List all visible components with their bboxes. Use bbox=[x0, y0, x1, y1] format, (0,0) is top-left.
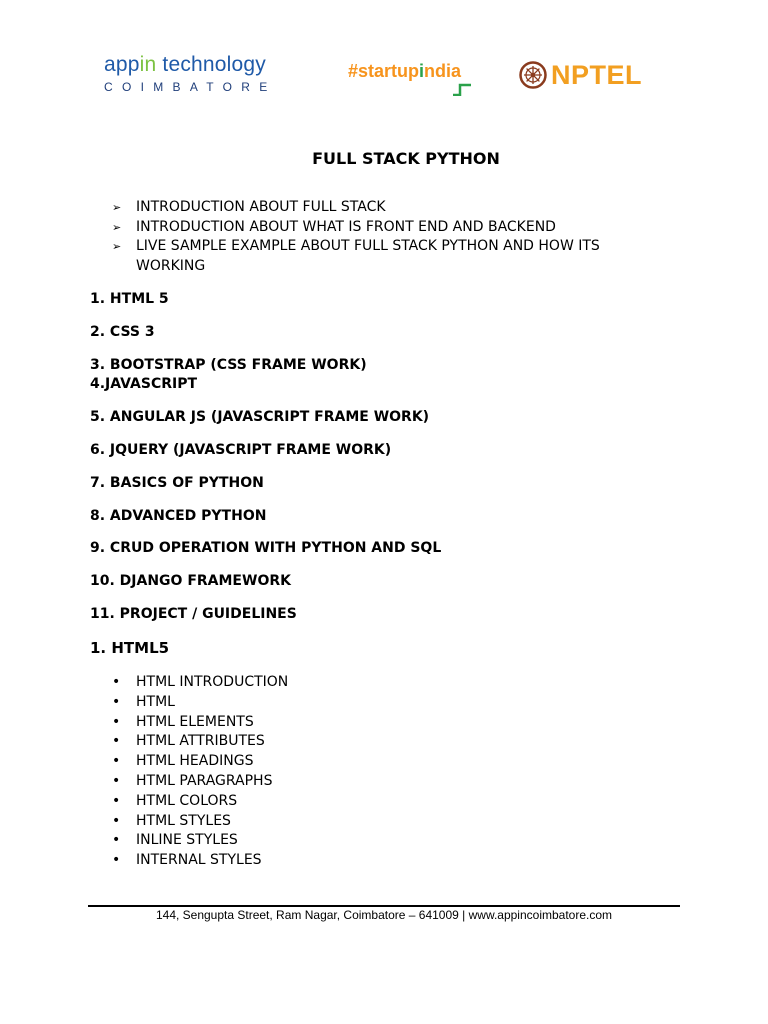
bullet-icon: • bbox=[112, 812, 121, 829]
list-item bbox=[110, 772, 510, 792]
list-item-text: HTML bbox=[136, 693, 175, 710]
topic-item: 1. HTML 5 bbox=[90, 291, 169, 307]
list-item-text: HTML HEADINGS bbox=[136, 753, 254, 770]
list-item-text: HTML ELEMENTS bbox=[136, 713, 254, 730]
list-item-text: INLINE STYLES bbox=[136, 832, 238, 849]
nptel-logo bbox=[519, 60, 642, 90]
intro-item-text: LIVE SAMPLE EXAMPLE ABOUT FULL STACK PYTHON AND HOW ITS WORKING bbox=[136, 238, 600, 274]
bullet-icon: • bbox=[112, 772, 121, 789]
list-item-text: INTERNAL STYLES bbox=[136, 852, 262, 869]
bullet-icon: • bbox=[112, 693, 121, 710]
list-item bbox=[110, 713, 510, 733]
bullet-icon: • bbox=[112, 733, 121, 750]
list-item-text: HTML COLORS bbox=[136, 792, 238, 809]
list-item-text: HTML STYLES bbox=[136, 812, 231, 829]
topic-item: 4.JAVASCRIPT bbox=[90, 376, 198, 392]
nptel-logo-text: NPTEL bbox=[551, 60, 643, 90]
bullet-icon: • bbox=[112, 832, 121, 849]
arrow-bullet-icon: ➢ bbox=[112, 201, 122, 214]
intro-list-item bbox=[112, 218, 672, 238]
intro-item-text: INTRODUCTION ABOUT WHAT IS FRONT END AND BACKEND bbox=[136, 218, 556, 235]
appin-technology-logo bbox=[104, 54, 277, 94]
topic-item: 11. PROJECT / GUIDELINES bbox=[90, 606, 297, 622]
page-title: FULL STACK PYTHON bbox=[312, 149, 500, 168]
list-item-text: HTML PARAGRAPHS bbox=[136, 772, 273, 789]
html5-topic-list bbox=[110, 673, 510, 871]
topic-item: 3. BOOTSTRAP (CSS FRAME WORK) bbox=[90, 357, 367, 373]
appin-logo-text-technology: technology bbox=[156, 53, 267, 76]
list-item bbox=[110, 752, 510, 772]
section-heading: 1. HTML5 bbox=[90, 639, 170, 657]
intro-item-text: INTRODUCTION ABOUT FULL STACK bbox=[136, 199, 386, 215]
startupindia-hash-text: #startup bbox=[348, 61, 420, 81]
list-item bbox=[110, 792, 510, 812]
bullet-icon: • bbox=[112, 674, 121, 690]
list-item-text: HTML ATTRIBUTES bbox=[136, 733, 265, 750]
list-item bbox=[110, 812, 510, 832]
topic-item: 6. JQUERY (JAVASCRIPT FRAME WORK) bbox=[90, 442, 392, 458]
appin-logo-wordmark bbox=[104, 54, 277, 76]
startupindia-i-text: i bbox=[419, 61, 425, 81]
list-item bbox=[110, 831, 510, 851]
topic-item: 2. CSS 3 bbox=[90, 324, 155, 340]
startupindia-logo bbox=[348, 60, 461, 82]
bullet-icon: • bbox=[112, 713, 121, 730]
topic-item: 10. DJANGO FRAMEWORK bbox=[90, 573, 291, 589]
topic-item: 5. ANGULAR JS (JAVASCRIPT FRAME WORK) bbox=[90, 409, 430, 425]
appin-logo-city: COIMBATORE bbox=[104, 80, 277, 94]
list-item bbox=[110, 732, 510, 752]
list-item bbox=[110, 851, 510, 871]
bullet-icon: • bbox=[112, 753, 121, 770]
topic-item: 9. CRUD OPERATION WITH PYTHON AND SQL bbox=[90, 540, 442, 556]
list-item bbox=[110, 673, 510, 693]
startupindia-step-icon bbox=[452, 82, 472, 96]
arrow-bullet-icon: ➢ bbox=[112, 240, 122, 253]
footer-address: 144, Sengupta Street, Ram Nagar, Coimbatore – 641009 | www.appincoimbatore.com bbox=[155, 908, 613, 922]
appin-logo-text-in: in bbox=[139, 53, 157, 76]
arrow-bullet-icon: ➢ bbox=[112, 220, 122, 234]
list-item bbox=[110, 693, 510, 713]
intro-list-item bbox=[112, 237, 672, 276]
list-item-text: HTML INTRODUCTION bbox=[136, 674, 289, 690]
footer-divider bbox=[88, 905, 680, 907]
bullet-icon: • bbox=[112, 852, 121, 869]
nptel-seal-icon bbox=[519, 61, 547, 89]
footer bbox=[0, 908, 768, 922]
intro-list bbox=[112, 198, 672, 276]
topic-item: 7. BASICS OF PYTHON bbox=[90, 475, 264, 491]
bullet-icon: • bbox=[112, 792, 121, 809]
intro-list-item bbox=[112, 198, 672, 218]
topic-item: 8. ADVANCED PYTHON bbox=[90, 508, 267, 524]
startupindia-rest-text: ndia bbox=[424, 61, 462, 81]
appin-logo-text-app: app bbox=[104, 53, 140, 76]
